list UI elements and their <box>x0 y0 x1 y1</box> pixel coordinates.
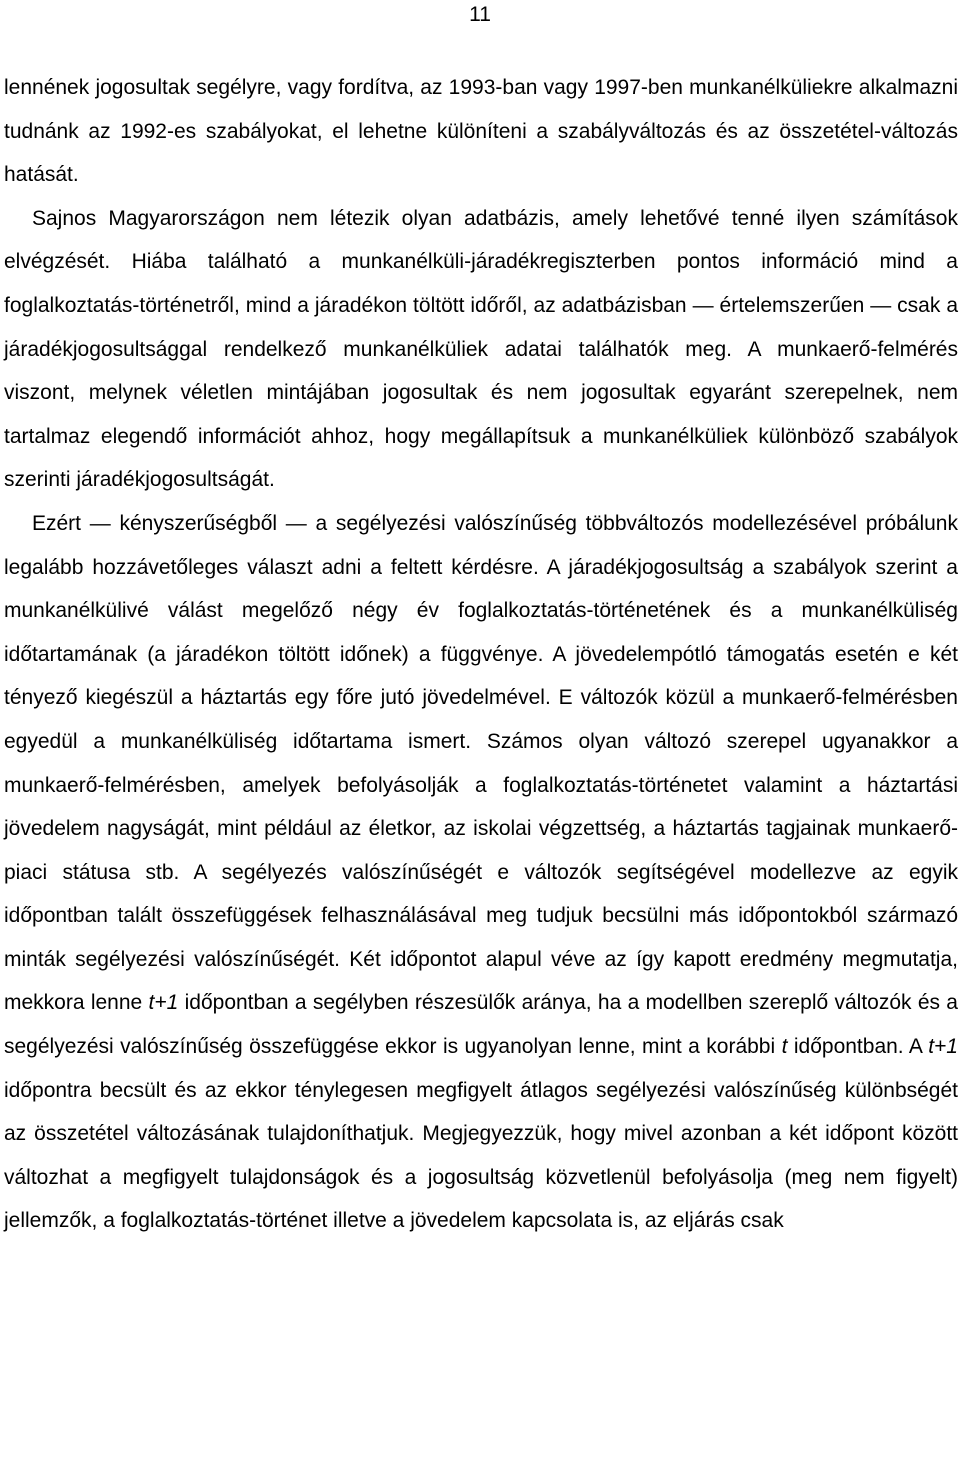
text-run: Ezért — kényszerűségből — a segélyezési valószínűség többváltozós modellezésével próbálunk legalább hozzávetőleges választ adni a feltett kérdésre. A járadékjogosultság a szabályok szerint a munkanélkülivé válást megelőző négy év foglalkoztatás-történetének és a munkanélküliség időtartamának (a járadékon töltött időnek) a függvénye. A jövedelempótló támogatás esetén e két tényező kiegészül a háztartás egy főre jutó jövedelmével. E változók közül a munkaerő-felmérésben egyedül a munkanélküliség időtartama ismert. Számos olyan változó szerepel ugyanakkor a munkaerő-felmérésben, amelyek befolyásolják a foglalkoztatás-történetet valamint a háztartási jövedelem nagyságát, mint például az életkor, az iskolai végzettség, a háztartás tagjainak munkaerő-piaci státusa stb. A segélyezés valószínűségét e változók segítségével modellezve az egyik időpontban talált összefüggések felhasználásával meg tudjuk becsülni más időpontokból származó minták segélyezési valószínűségét. Két időpontot alapul véve az így kapott eredmény megmutatja, mekkora lenne <box>4 511 958 1015</box>
sentence: Hiába található a munkanélküli-járadékregiszterben pontos információ mind a foglalkoztatás-történetről, mind a járadékon töltött időről, az adatbázisban — értelemszerűen — csak a járadékjogosultsággal rendelkező munkanélküliek adatai találhatók meg. <box>4 250 958 361</box>
text-run: időpontban a segélyben részesülők aránya, ha a modellben szereplő változók és a segélyezési valószínűség összefüggése ekkor is ugyanolyan lenne, mint a korábbi <box>4 991 958 1059</box>
paragraph-continuation: lennének jogosultak segélyre, vagy fordítva, az 1993-ban vagy 1997-ben munkanélküliekre alkalmazni tudnánk az 1992-es szabályokat, el lehetne különíteni a szabályváltozás és az összetétel-változás hatását. <box>4 76 958 187</box>
italic-term: t+1 <box>928 1035 958 1059</box>
paragraph-database <box>4 197 958 502</box>
sentence: A munkaerő-felmérés viszont, melynek véletlen mintájában jogosultak és nem jogosultak egyaránt szerepelnek, nem tartalmaz elegendő információt ahhoz, hogy megállapítsuk a munkanélküliek különböző szabályok szerinti járadékjogosultságát. <box>4 337 958 492</box>
italic-term: t+1 <box>148 991 179 1015</box>
paragraph-modelling <box>4 502 958 1243</box>
body-text <box>4 66 958 1243</box>
page-number: 11 <box>469 3 491 26</box>
text-run: időpontban. A <box>793 1035 922 1059</box>
text-run: időpontra becsült és az ekkor ténylegesen megfigyelt átlagos segélyezési valószínűség különbségét az összetétel változásának tulajdoníthatjuk. Megjegyezzük, hogy mivel azonban a két időpont között változhat a megfigyelt tulajdonságok és a jogosultság közvetlenül befolyásolja (meg nem figyelt) jellemzők, a foglalkoztatás-történet illetve a jövedelem kapcsolata is, az eljárás csak <box>4 1078 958 1233</box>
sentence: Sajnos Magyarországon nem létezik olyan adatbázis, amely lehetővé tenné ilyen számítások elvégzését. <box>4 206 958 274</box>
italic-term: t <box>781 1035 788 1059</box>
